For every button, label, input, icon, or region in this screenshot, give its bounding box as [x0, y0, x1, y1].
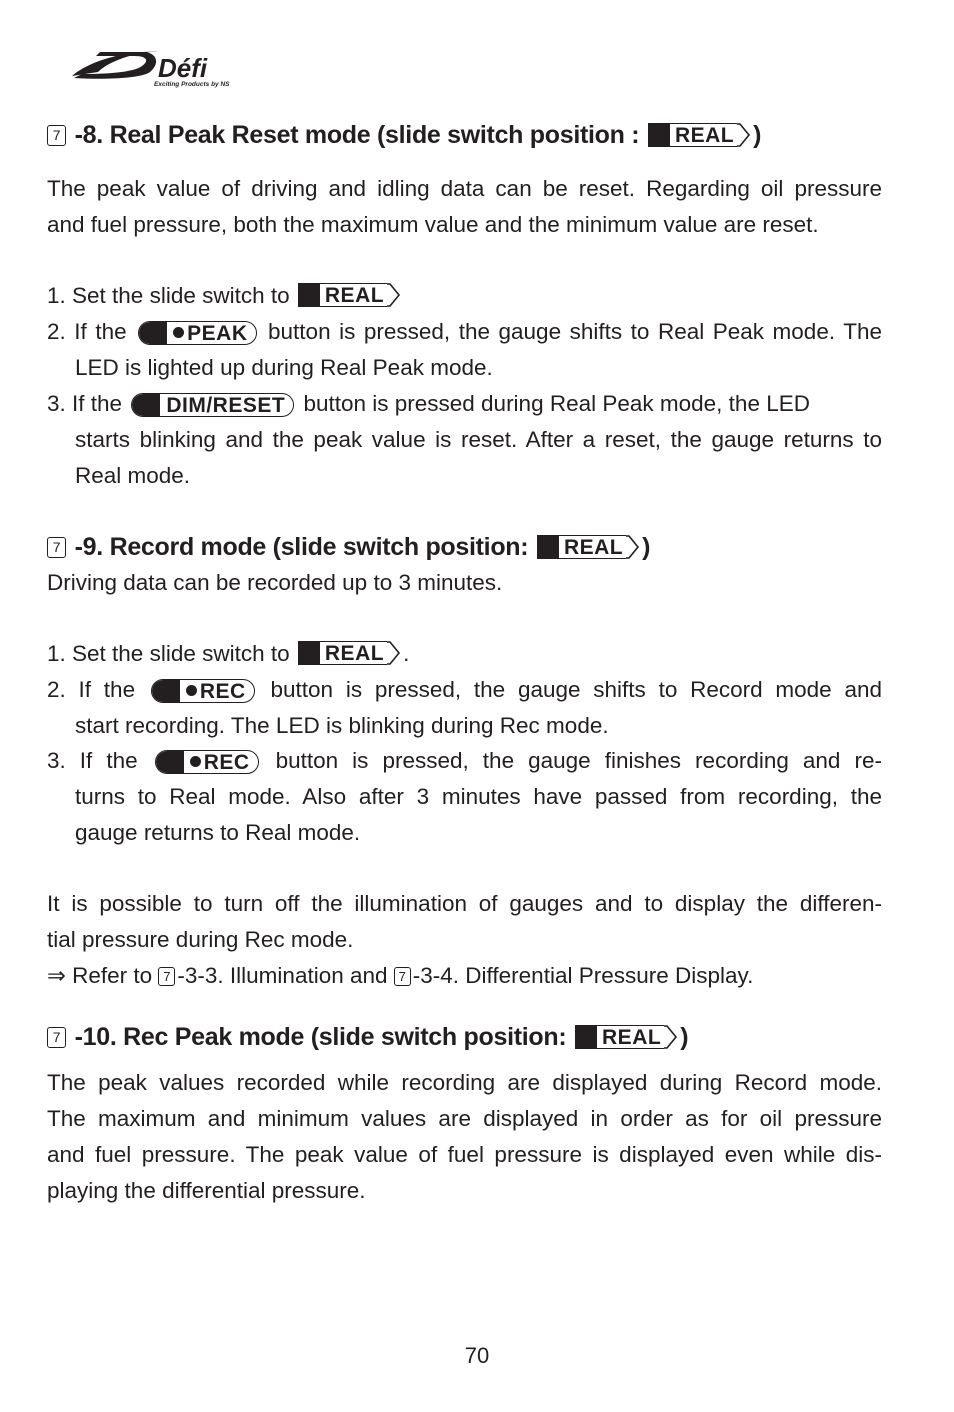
rec-button-icon: REC — [151, 679, 255, 703]
svg-text:Défi: Défi — [158, 53, 208, 83]
chapter-number-icon: 7 — [394, 967, 411, 986]
real-position-icon: REAL — [298, 283, 401, 307]
section-9-intro: Driving data can be recorded up to 3 minutes. — [47, 570, 503, 595]
section-8-intro-line-2: and fuel pressure, both the maximum value and the minimum value are reset. — [47, 212, 819, 237]
page-number: 70 — [464, 1343, 490, 1368]
section-9-step-3-end: gauge returns to Real mode. — [75, 820, 361, 845]
peak-button-icon: PEAK — [138, 321, 256, 345]
section-10-body-line-1: The peak values recorded while recording are displayed during Record mode. — [47, 1070, 882, 1095]
rec-button-icon: REC — [155, 750, 259, 774]
section-9-note-line-1: It is possible to turn off the illumination of gauges and to display the differen- — [47, 891, 882, 916]
section-8-heading: 7 -8. Real Peak Reset mode (slide switch position : REAL ) — [47, 120, 761, 150]
section-9-step-2-cont: start recording. The LED is blinking during Rec mode. — [75, 713, 609, 738]
dim-reset-button-icon: DIM/RESET — [131, 393, 294, 417]
chapter-number-icon: 7 — [158, 967, 175, 986]
section-8-step-3-cont: starts blinking and the peak value is reset. After a reset, the gauge returns to — [75, 427, 882, 452]
section-8-intro-line-1: The peak value of driving and idling data can be reset. Regarding oil pressure — [47, 176, 882, 201]
section-8-step-1: 1. Set the slide switch to REAL — [47, 278, 403, 314]
section-9-note-line-2: tial pressure during Rec mode. — [47, 927, 354, 952]
section-9-reference: ⇒ Refer to 7 -3-3. Illumination and 7 -3-4. Differential Pressure Display. — [47, 963, 754, 988]
section-10-body-line-2: The maximum and minimum values are displayed in order as for oil pressure — [47, 1106, 882, 1131]
defi-logo — [70, 46, 265, 88]
section-10-body-line-4: playing the differential pressure. — [47, 1178, 366, 1203]
section-8-step-3: 3. If the DIM/RESET button is pressed during Real Peak mode, the LED — [47, 391, 810, 417]
real-position-icon: REAL — [537, 535, 640, 559]
section-9-step-2: 2. If the REC button is pressed, the gauge shifts to Record mode and — [47, 677, 882, 703]
section-9-step-3: 3. If the REC button is pressed, the gauge finishes recording and re- — [47, 748, 882, 774]
svg-text:Exciting Products by NS: Exciting Products by NS — [154, 81, 230, 88]
section-8-step-2: 2. If the PEAK button is pressed, the gauge shifts to Real Peak mode. The — [47, 319, 882, 345]
section-8-step-2-cont: LED is lighted up during Real Peak mode. — [75, 355, 493, 380]
section-8-title: -8. Real Peak Reset mode (slide switch position : — [74, 121, 640, 149]
section-9-title: -9. Record mode (slide switch position: — [74, 533, 529, 561]
section-9-heading: 7 -9. Record mode (slide switch position: REAL ) — [47, 532, 650, 562]
real-position-icon: REAL — [298, 641, 401, 665]
real-position-icon: REAL — [648, 123, 751, 147]
real-position-icon: REAL — [575, 1025, 678, 1049]
chapter-number-icon: 7 — [47, 125, 66, 146]
chapter-number-icon: 7 — [47, 1027, 66, 1048]
section-9-step-1: 1. Set the slide switch to REAL . — [47, 641, 410, 666]
chapter-number-icon: 7 — [47, 537, 66, 558]
section-10-heading: 7 -10. Rec Peak mode (slide switch position: REAL ) — [47, 1022, 688, 1052]
section-8-step-3-end: Real mode. — [75, 463, 191, 488]
section-9-step-3-cont: turns to Real mode. Also after 3 minutes have passed from recording, the — [75, 784, 882, 809]
section-10-body-line-3: and fuel pressure. The peak value of fuel pressure is displayed even while dis- — [47, 1142, 882, 1167]
defi-logo-mark — [70, 46, 265, 88]
section-10-title: -10. Rec Peak mode (slide switch position: — [74, 1023, 567, 1051]
